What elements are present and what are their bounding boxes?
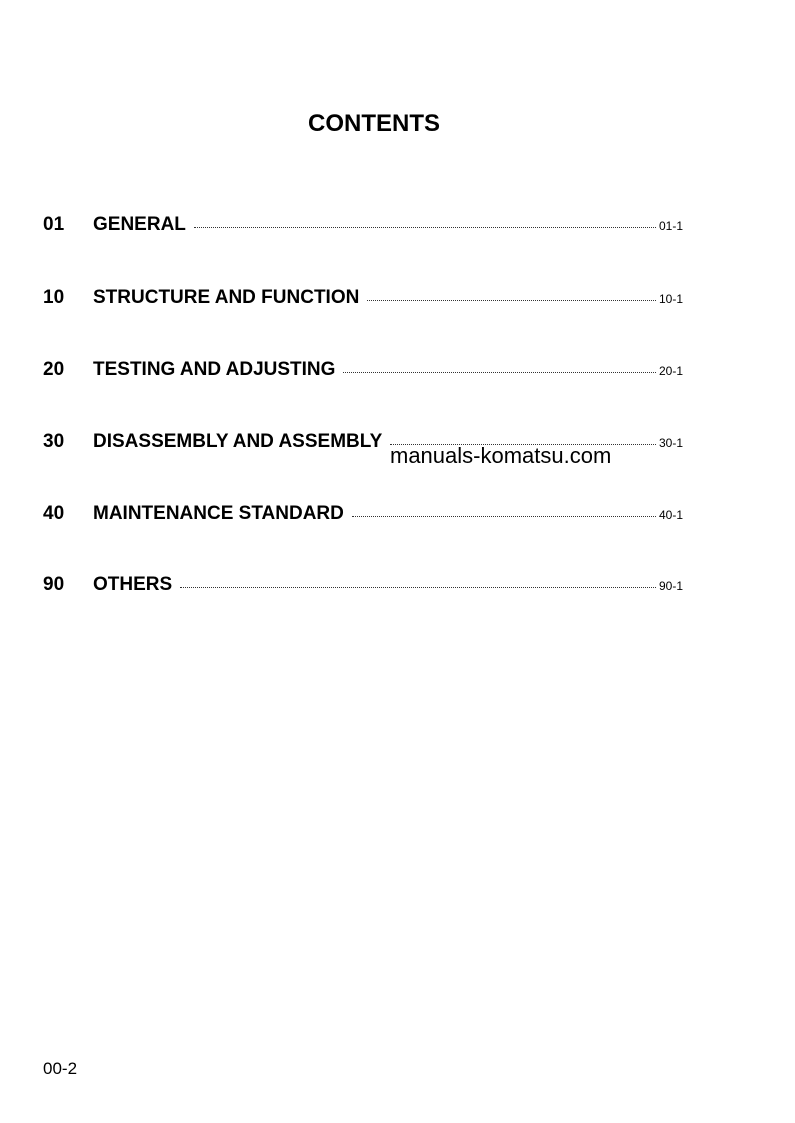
section-number: 40 [43,503,65,524]
section-number: 90 [43,574,65,595]
toc-entry[interactable] [43,503,683,529]
toc-entry[interactable] [43,287,683,313]
page-ref: 40-1 [658,508,683,522]
section-title: TESTING AND ADJUSTING [93,359,336,380]
watermark: manuals-komatsu.com [390,443,612,468]
section-number: 10 [43,287,65,308]
toc-entry[interactable] [43,574,683,600]
page-title: CONTENTS [308,110,440,137]
dot-leader [352,516,656,517]
page-number: 00-2 [43,1059,78,1078]
toc-entry[interactable] [43,359,683,385]
section-title: GENERAL [93,214,186,235]
section-number: 20 [43,359,65,380]
toc-entry[interactable] [43,214,683,240]
page-ref: 10-1 [658,292,683,306]
section-title: OTHERS [93,574,173,595]
page-ref: 01-1 [658,219,683,233]
section-title: DISASSEMBLY AND ASSEMBLY [93,431,383,452]
dot-leader [343,372,656,373]
dot-leader [180,587,656,588]
dot-leader [194,227,656,228]
section-number: 30 [43,431,65,452]
section-number: 01 [43,214,65,235]
page-ref: 30-1 [658,436,683,450]
page-ref: 90-1 [658,579,683,593]
page-ref: 20-1 [658,364,683,378]
dot-leader [367,300,656,301]
section-title: STRUCTURE AND FUNCTION [93,287,360,308]
section-title: MAINTENANCE STANDARD [93,503,344,524]
